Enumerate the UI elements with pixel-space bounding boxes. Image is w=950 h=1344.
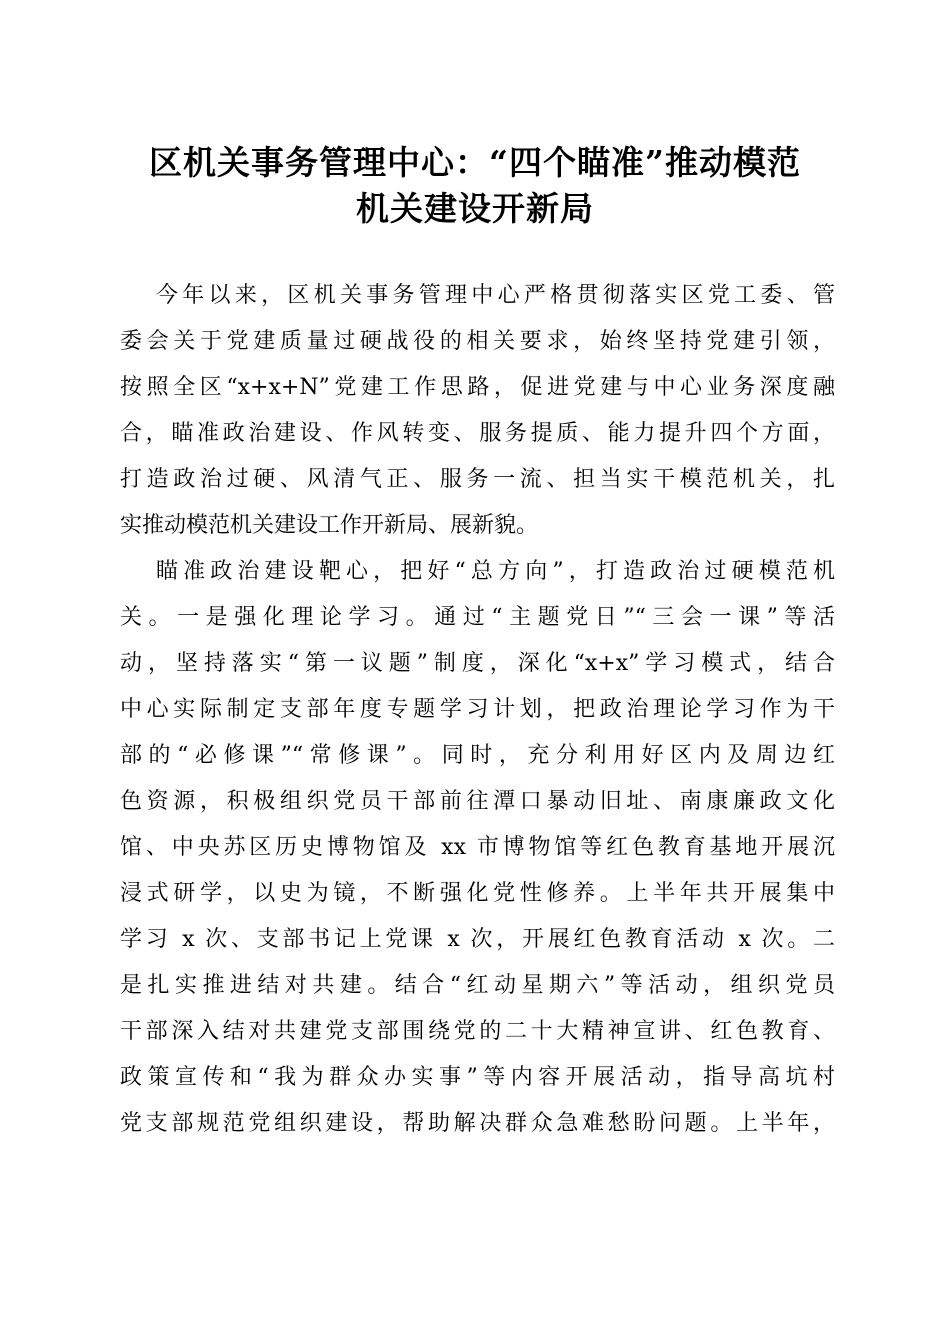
document-title-line-2: 机关建设开新局 — [356, 189, 594, 228]
paragraph-2-line-4: 中心实际制定支部年度专题学习计划，把政治理论学习作为干 — [120, 697, 835, 722]
paragraph-2-line-1: 瞄准政治建设靶心，把好“总方向”，打造政治过硬模范机 — [156, 559, 835, 584]
paragraph-1-line-6: 实推动模范机关建设工作开新局、展新貌。 — [120, 513, 539, 538]
paragraph-2-line-11: 干部深入结对共建党支部围绕党的二十大精神宣讲、红色教育、 — [120, 1019, 835, 1044]
paragraph-2-line-7: 馆、中央苏区历史博物馆及 xx 市博物馆等红色教育基地开展沉 — [120, 835, 835, 860]
paragraph-2-line-3: 动，坚持落实“第一议题”制度，深化“x+x”学习模式，结合 — [120, 651, 835, 676]
paragraph-1-line-5: 打造政治过硬、风清气正、服务一流、担当实干模范机关，扎 — [120, 467, 835, 492]
paragraph-2-line-12: 政策宣传和“我为群众办实事”等内容开展活动，指导高坑村 — [120, 1065, 835, 1090]
paragraph-2-line-10: 是扎实推进结对共建。结合“红动星期六”等活动，组织党员 — [120, 973, 835, 998]
paragraph-2-line-2: 关。一是强化理论学习。通过“主题党日”“三会一课”等活 — [120, 605, 835, 630]
paragraph-2-line-9: 学习 x 次、支部书记上党课 x 次，开展红色教育活动 x 次。二 — [120, 927, 835, 952]
paragraph-2-line-6: 色资源，积极组织党员干部前往潭口暴动旧址、南康廉政文化 — [120, 789, 835, 814]
paragraph-2-line-5: 部的“必修课”“常修课”。同时，充分利用好区内及周边红 — [120, 743, 835, 768]
paragraph-1-line-2: 委会关于党建质量过硬战役的相关要求，始终坚持党建引领， — [120, 329, 835, 354]
paragraph-2-line-13: 党支部规范党组织建设，帮助解决群众急难愁盼问题。上半年， — [120, 1111, 835, 1136]
paragraph-1-line-1: 今年以来，区机关事务管理中心严格贯彻落实区党工委、管 — [156, 283, 835, 308]
paragraph-1-line-4: 合，瞄准政治建设、作风转变、服务提质、能力提升四个方面， — [120, 421, 835, 446]
document-title-line-1: 区机关事务管理中心：“四个瞄准”推动模范 — [149, 143, 801, 182]
paragraph-2-line-8: 浸式研学，以史为镜，不断强化党性修养。上半年共开展集中 — [120, 881, 835, 906]
paragraph-1-line-3: 按照全区“x+x+N”党建工作思路，促进党建与中心业务深度融 — [120, 375, 835, 400]
